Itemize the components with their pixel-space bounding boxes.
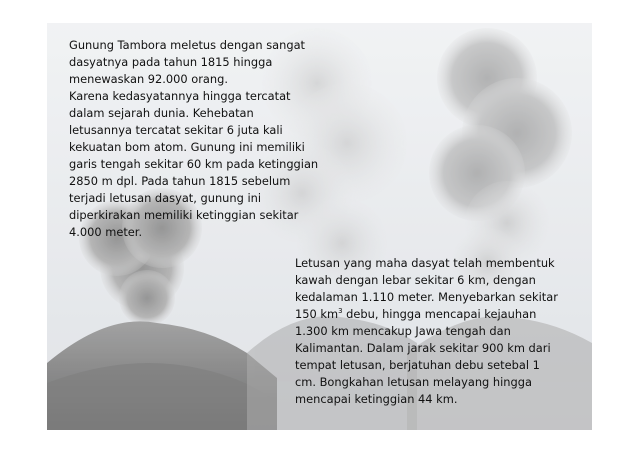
paragraph-bottom [295, 255, 585, 408]
paragraph-bottom-part1: Letusan yang maha dasyat telah membentuk kawah dengan lebar sekitar 6 km, dengan kedalaman 1.110 meter. Menyebarkan sekitar 150 km [295, 256, 558, 321]
superscript-cubed: 3 [338, 307, 343, 315]
paragraph-bottom-part2: debu, hingga mencapai kejauhan 1.300 km mencakup Jawa tengah dan Kalimantan. Dalam jarak sekitar 900 km dari tempat letusan, berjatuhan debu setebal 1 cm. Bongkahan letusan melayang hingga mencapai ketinggian 44 km. [295, 307, 551, 406]
paragraph-top: Gunung Tambora meletus dengan sangat dasyatnya pada tahun 1815 hingga menewaskan 92.000 orang. Karena kedasyatannya hingga tercatat dalam sejarah dunia. Kehebatan letusannya tercatat sekitar 6 juta kali kekuatan bom atom. Gunung ini memiliki garis tengah sekitar 60 km pada ketinggian 2850 m dpl. Pada tahun 1815 sebelum terjadi letusan dasyat, gunung ini diperkirakan memiliki ketinggian sekitar 4.000 meter. [69, 38, 319, 239]
slide [47, 23, 592, 430]
